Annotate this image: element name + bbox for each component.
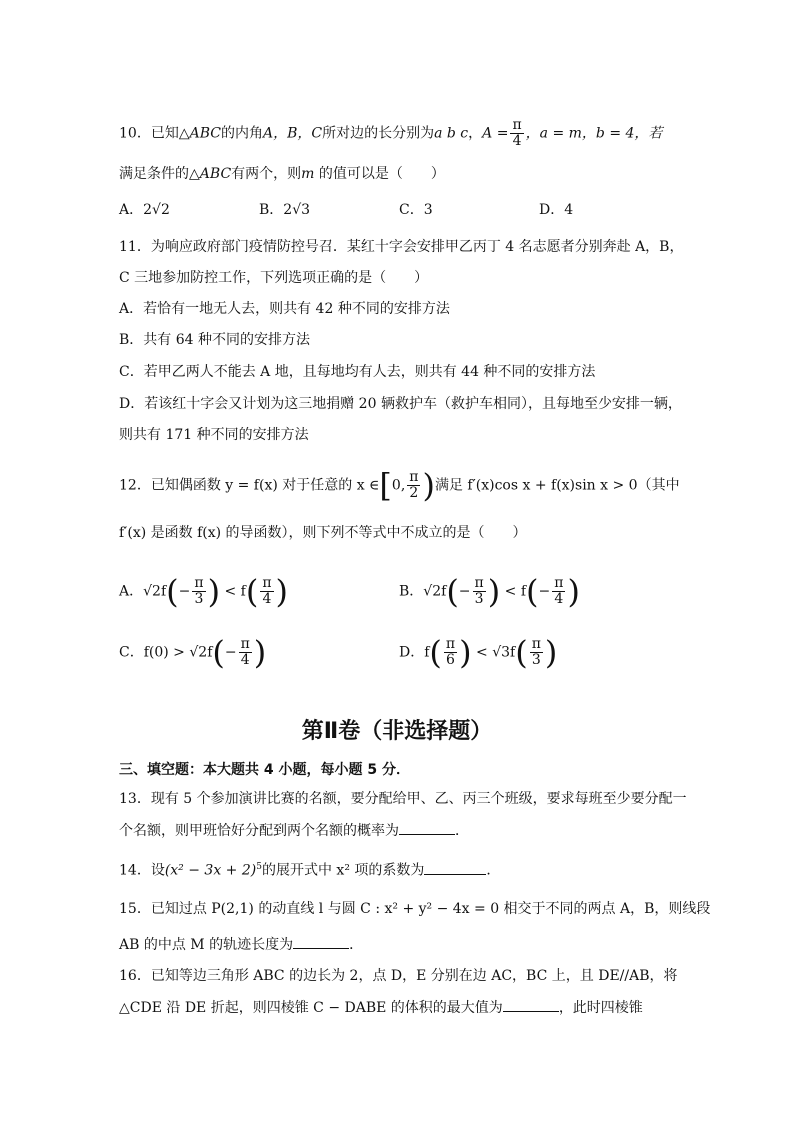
q12-text: 12．已知偶函数 y = f(x) 对于任意的 x ∈: [119, 477, 380, 494]
q12-option-d: D．f( $\frac{\pi}{6}$ ) < √3f( $\frac{\pi}{3}$ ): [399, 633, 558, 672]
q12-option-a: A．√2f(− $\frac{\pi}{3}$ ) < f( $\frac{\pi}{4}$ ): [119, 572, 289, 611]
answer-blank[interactable]: [503, 997, 559, 1012]
q14-exponent: 5: [256, 862, 262, 872]
q10-sides: a b c: [434, 125, 469, 142]
option-label: D．: [399, 644, 425, 661]
answer-blank[interactable]: [399, 820, 455, 835]
q11-option-c: C．若甲乙两人不能去 A 地，且每地均有人去，则共有 44 种不同的安排方法: [119, 364, 596, 380]
q10-line1: 10．已知△ABC的内角A，B，C所对边的长分别为a b c，A = $\frac{\pi}{4}$ ，a = m，b = 4，若: [119, 117, 663, 149]
q11-option-d-line1: D．若该红十字会又计划为这三地捐赠 20 辆救护车（救护车相同），且每地至少安排一辆，: [119, 396, 682, 412]
q12-option-b: B．√2f(− $\frac{\pi}{3}$ ) < f(− $\frac{\pi}{4}$ ): [399, 572, 580, 611]
q12-line2: f′(x) 是函数 f(x) 的导函数），则下列不等式中不成立的是（ ）: [119, 525, 527, 541]
q16-line2: [119, 997, 643, 1018]
interval-zero: 0,: [391, 477, 406, 494]
q11-option-a: A．若恰有一地无人去，则共有 42 种不同的安排方法: [119, 301, 450, 317]
q12-fraction: [407, 470, 420, 501]
q14-line: [119, 857, 500, 881]
denominator: 2: [409, 485, 419, 501]
q10-m: m: [301, 166, 315, 182]
q16-line1: 16．已知等边三角形 ABC 的边长为 2，点 D，E 分别在边 AC，BC 上，且 DE//AB，将: [119, 968, 678, 984]
period: ．: [455, 823, 469, 839]
q10-text: 的值可以是（ ）: [314, 166, 445, 182]
q10-text: 满足条件的△: [119, 166, 200, 182]
pi-symbol: π: [512, 117, 522, 133]
q16-text: ，此时四棱锥: [558, 1000, 643, 1016]
q14-text: 的展开式中 x² 项的系数为: [261, 862, 425, 879]
paren-close: ): [422, 466, 435, 505]
option-label: C．: [119, 644, 144, 661]
q11-option-b: B．共有 64 种不同的安排方法: [119, 332, 311, 348]
q10-angles: A，B，C: [262, 125, 323, 142]
q13-line2: [119, 820, 469, 841]
q11-line1: 11．为响应政府部门疫情防控号召．某红十字会安排甲乙丙丁 4 名志愿者分别奔赴 A，B，: [119, 239, 684, 255]
q13-line1: 13．现有 5 个参加演讲比赛的名额，要分配给甲、乙、丙三个班级，要求每班至少要分配一: [119, 791, 687, 807]
q15-text: AB 的中点 M 的轨迹长度为: [119, 937, 294, 953]
q14-text: 14．设: [119, 862, 165, 879]
q13-text: 个名额，则甲班恰好分配到两个名额的概率为: [119, 823, 399, 839]
q10-cond-rest: ，a = m，b = 4，若: [525, 125, 663, 142]
q10-option-b: B．2√3: [259, 202, 311, 218]
q10-text: 所对边的长分别为: [322, 125, 435, 142]
section-heading: 三、填空题：本大题共 4 小题，每小题 5 分．: [119, 762, 410, 778]
q10-triangle: ABC: [189, 125, 221, 142]
q16-text: △CDE 沿 DE 折起，则四棱锥 C − DABE 的体积的最大值为: [119, 1000, 503, 1016]
q14-expression: (x² − 3x + 2): [164, 862, 257, 879]
pi-symbol: π: [409, 469, 419, 485]
q12-text: 满足 f′(x)cos x + f(x)sin x > 0（其中: [434, 477, 680, 494]
bracket-open: [: [379, 466, 392, 505]
period: ．: [486, 862, 501, 879]
q10-option-d: D．4: [539, 202, 574, 218]
q12-line1: [119, 466, 680, 505]
q10-text: 有两个，则: [231, 166, 302, 182]
q10-cond-a: A =: [482, 125, 509, 142]
option-label: B．: [399, 583, 424, 600]
q10-text: 的内角: [220, 125, 263, 142]
answer-blank[interactable]: [293, 934, 349, 949]
q10-fraction: [510, 118, 523, 149]
q11-option-d-line2: 则共有 171 种不同的安排方法: [119, 427, 309, 443]
q10-triangle: ABC: [199, 166, 232, 182]
q10-option-a: A．2√2: [119, 202, 170, 218]
denominator: 4: [512, 133, 522, 149]
period: ．: [349, 937, 364, 953]
q10-option-c: C．3: [399, 202, 433, 218]
q10-text: 10．已知△: [119, 125, 190, 142]
q15-line2: [119, 934, 363, 955]
q10-line2: [119, 164, 445, 184]
part-title: 第Ⅱ卷（非选择题）: [301, 719, 493, 744]
q15-line1: 15．已知过点 P(2,1) 的动直线 l 与圆 C : x² + y² − 4x = 0 相交于不同的两点 A，B，则线段: [119, 901, 711, 917]
q12-option-c: C．f(0) > √2f(− $\frac{\pi}{4}$ ): [119, 633, 267, 672]
q11-line2: C 三地参加防控工作，下列选项正确的是（ ）: [119, 270, 429, 286]
option-label: A．: [119, 583, 144, 600]
answer-blank[interactable]: [424, 860, 486, 875]
